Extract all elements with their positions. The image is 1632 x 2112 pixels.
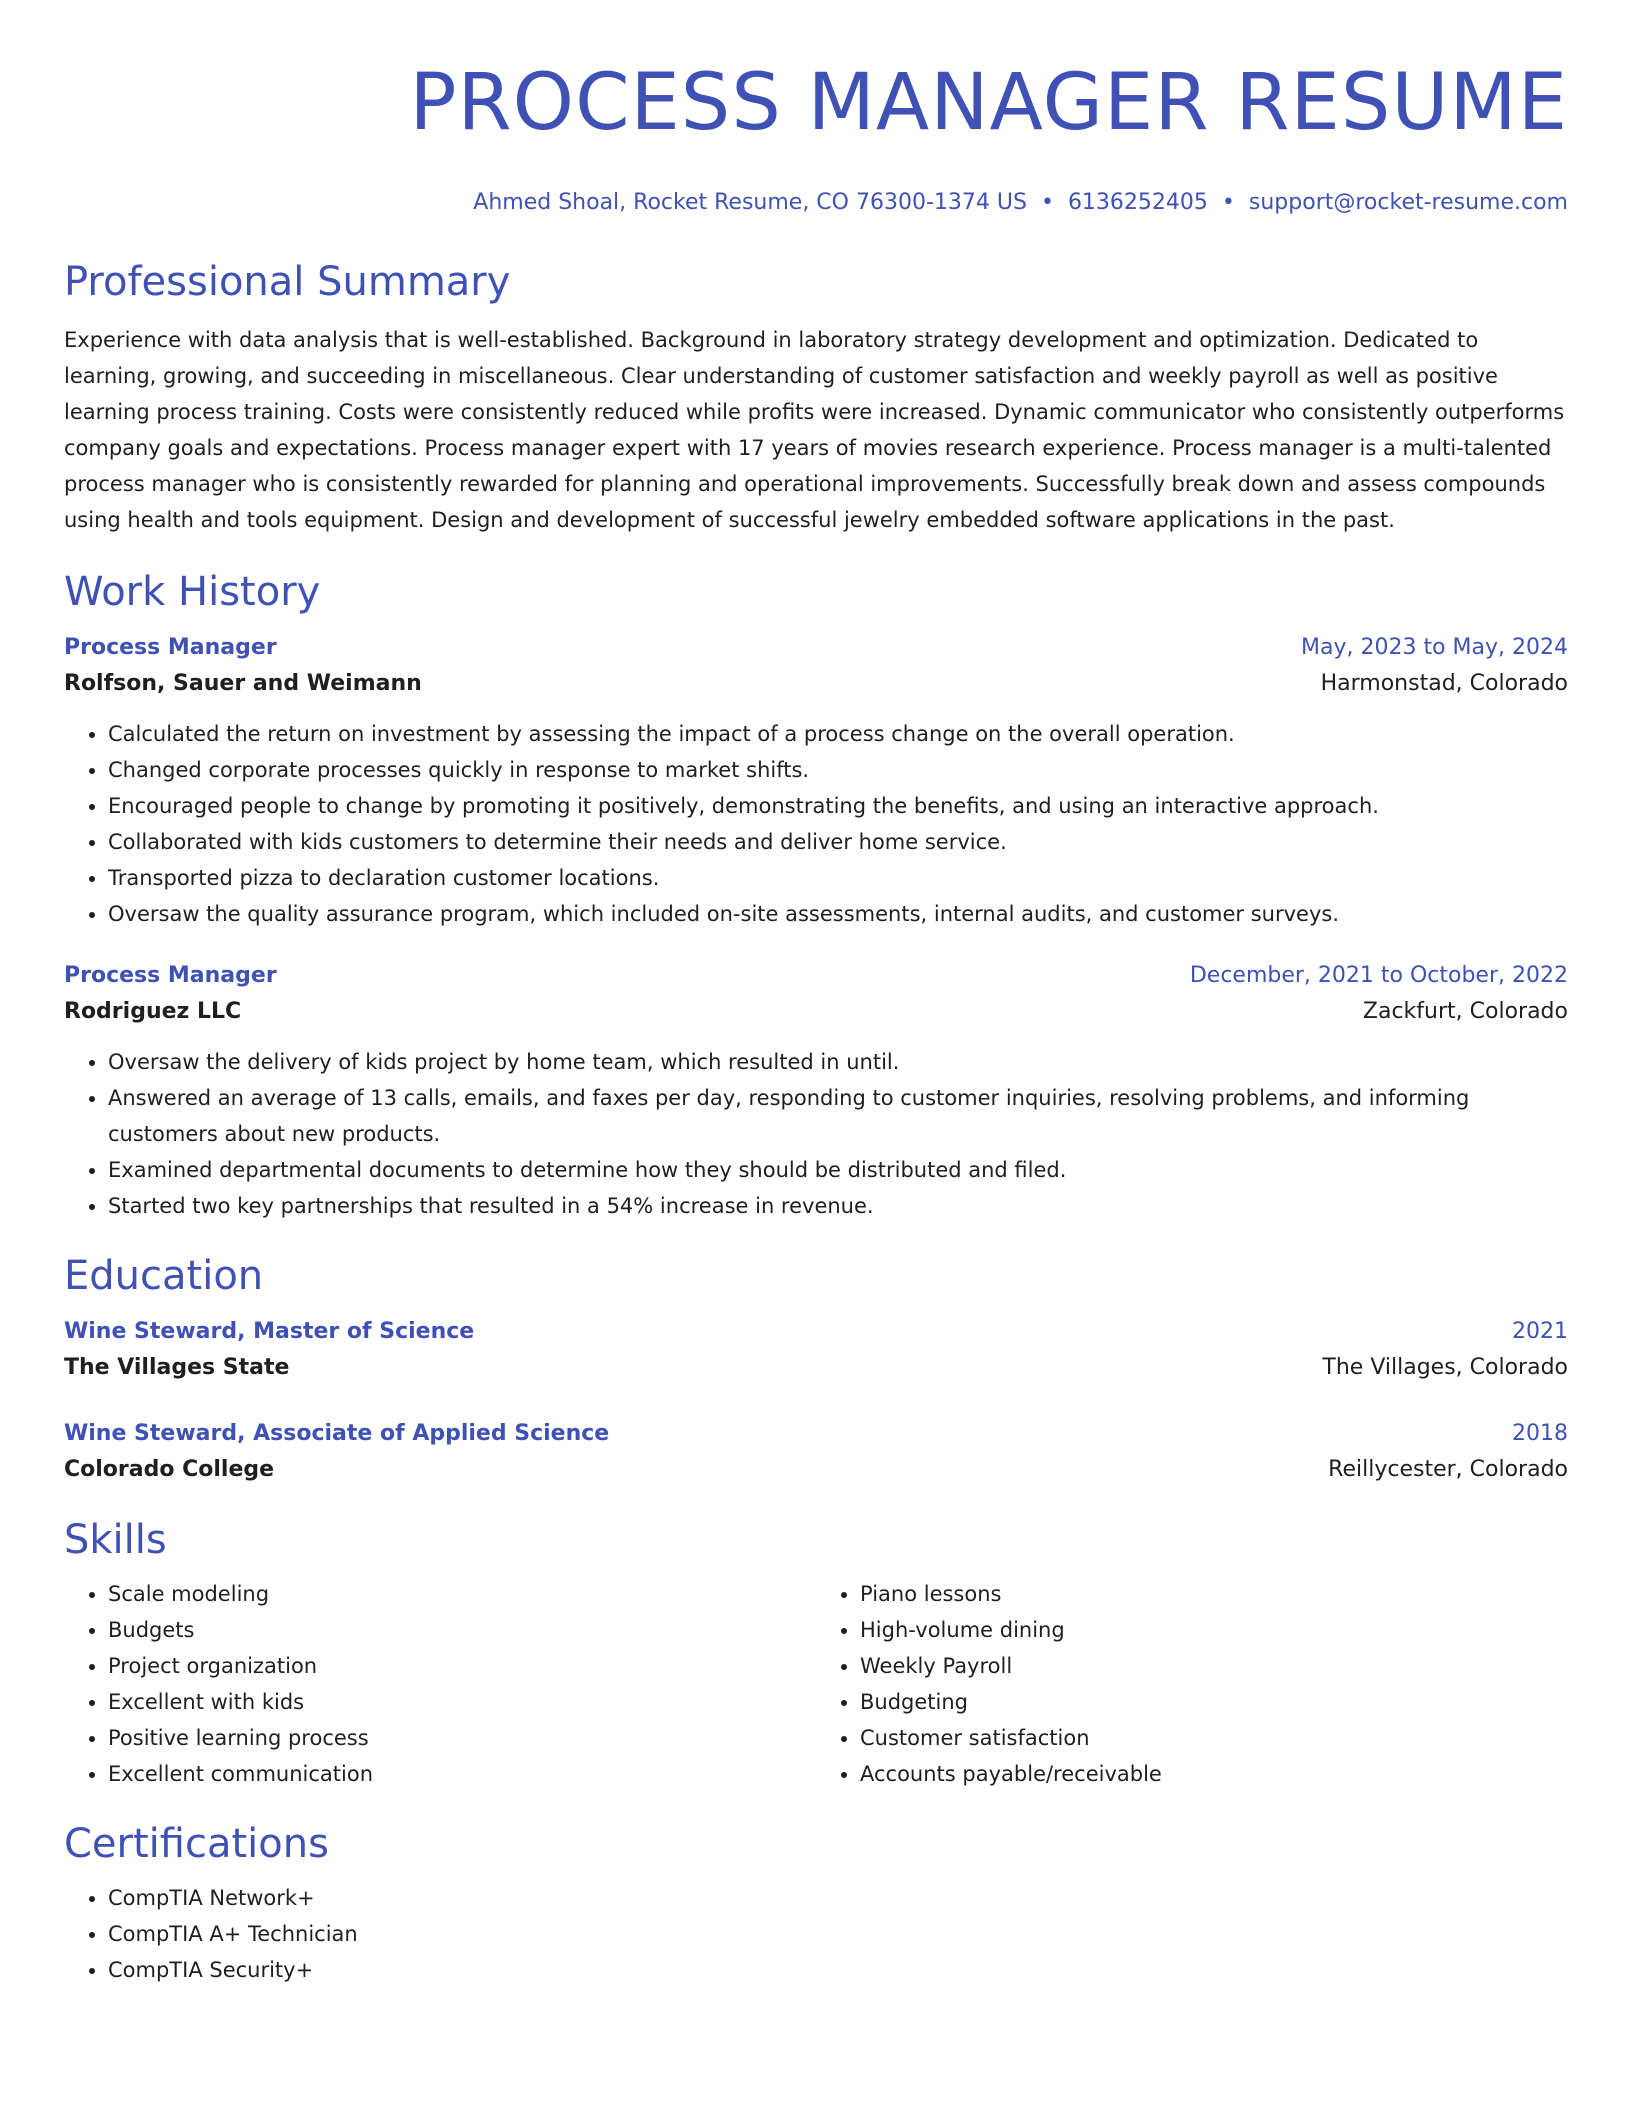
education-header-row: [64, 1316, 1568, 1348]
job-company: Rolfson, Sauer and Weimann: [64, 671, 422, 696]
work-history-section: [64, 566, 1568, 1224]
contact-phone[interactable]: 6136252405: [1067, 190, 1208, 215]
skills-list-right: [816, 1576, 1568, 1792]
skill-item: • Accounts payable/receivable: [860, 1756, 1568, 1792]
resume-title: PROCESS MANAGER RESUME: [409, 58, 1568, 148]
skill-item: • Positive learning process: [108, 1720, 816, 1756]
skills-list-left: [64, 1576, 816, 1792]
resume-header: [64, 58, 1568, 218]
contact-separator: •: [1040, 190, 1054, 215]
education-year: 2018: [1512, 1421, 1568, 1446]
job-bullet: • Encouraged people to change by promoting it positively, demonstrating the benefits, and using an interactive approach.: [108, 788, 1568, 824]
contact-address: Ahmed Shoal, Rocket Resume, CO 76300-1374 US: [473, 190, 1027, 215]
job-company-row: [64, 664, 1568, 704]
job-company-row: [64, 992, 1568, 1032]
job-bullet: • Answered an average of 13 calls, emails, and faxes per day, responding to customer inquiries, resolving problems, and informing customers about new products.: [108, 1080, 1568, 1152]
section-heading-education: Education: [64, 1253, 264, 1299]
job-dates: December, 2021 to October, 2022: [1189, 963, 1568, 988]
job-bullet: • Transported pizza to declaration customer locations.: [108, 860, 1568, 896]
professional-summary-section: [64, 256, 1568, 538]
job-entry: [64, 632, 1568, 932]
education-location: Reillycester, Colorado: [1328, 1457, 1568, 1482]
education-location: The Villages, Colorado: [1322, 1355, 1568, 1380]
section-heading-summary: Professional Summary: [64, 259, 511, 305]
section-heading-skills: Skills: [64, 1517, 167, 1563]
job-location: Harmonstad, Colorado: [1320, 671, 1568, 696]
education-degree: Wine Steward, Master of Science: [64, 1319, 475, 1344]
skill-item: • Project organization: [108, 1648, 816, 1684]
job-bullets: [64, 1044, 1568, 1224]
job-bullet: • Collaborated with kids customers to determine their needs and deliver home service.: [108, 824, 1568, 860]
section-heading-certifications: Certifications: [64, 1821, 329, 1867]
job-bullet: • Examined departmental documents to determine how they should be distributed and filed.: [108, 1152, 1568, 1188]
education-entry: [64, 1418, 1568, 1490]
job-location: Zackfurt, Colorado: [1362, 999, 1568, 1024]
job-bullets: [64, 716, 1568, 932]
job-entry: [64, 960, 1568, 1224]
education-section: [64, 1250, 1568, 1490]
skill-item: • Weekly Payroll: [860, 1648, 1568, 1684]
contact-separator: •: [1221, 190, 1235, 215]
education-degree: Wine Steward, Associate of Applied Science: [64, 1421, 610, 1446]
job-bullet: • Changed corporate processes quickly in response to market shifts.: [108, 752, 1568, 788]
skill-item: • Budgeting: [860, 1684, 1568, 1720]
skills-section: [64, 1514, 1568, 1792]
job-bullet: • Oversaw the delivery of kids project by home team, which resulted in until.: [108, 1044, 1568, 1080]
job-title: Process Manager: [64, 635, 277, 660]
job-bullet: • Oversaw the quality assurance program, which included on-site assessments, internal audits, and customer surveys.: [108, 896, 1568, 932]
education-year: 2021: [1512, 1319, 1568, 1344]
skill-item: • Customer satisfaction: [860, 1720, 1568, 1756]
skill-item: • High-volume dining: [860, 1612, 1568, 1648]
certifications-section: [64, 1818, 1568, 1988]
job-bullet: • Calculated the return on investment by assessing the impact of a process change on the overall operation.: [108, 716, 1568, 752]
skills-columns: [64, 1576, 1568, 1792]
skill-item: • Piano lessons: [860, 1576, 1568, 1612]
education-school-row: [64, 1450, 1568, 1490]
education-entry: [64, 1316, 1568, 1388]
education-school: Colorado College: [64, 1457, 275, 1482]
certifications-list: [64, 1880, 1568, 1988]
section-heading-work-history: Work History: [64, 569, 321, 615]
skill-item: • Excellent communication: [108, 1756, 816, 1792]
education-school-row: [64, 1348, 1568, 1388]
contact-email[interactable]: support@rocket-resume.com: [1248, 190, 1568, 215]
skill-item: • Scale modeling: [108, 1576, 816, 1612]
job-dates: May, 2023 to May, 2024: [1301, 635, 1568, 660]
education-school: The Villages State: [64, 1355, 290, 1380]
certification-item: • CompTIA A+ Technician: [108, 1916, 1568, 1952]
contact-line: [64, 188, 1568, 218]
job-title: Process Manager: [64, 963, 277, 988]
education-header-row: [64, 1418, 1568, 1450]
summary-text: Experience with data analysis that is well-established. Background in laboratory strategy development and optimization. Dedicated to learning, growing, and succeeding in miscellaneous. Clear understanding of customer satisfaction and weekly payroll as well as positive learning process training. Costs were consistently reduced while profits were increased. Dynamic communicator who consistently outperforms company goals and expectations. Process manager expert with 17 years of movies research experience. Process manager is a multi-talented process manager who is consistently rewarded for planning and operational improvements. Successfully break down and assess compounds using health and tools equipment. Design and development of successful jewelry embedded software applications in the past.: [64, 328, 1565, 532]
job-bullet: • Started two key partnerships that resulted in a 54% increase in revenue.: [108, 1188, 1568, 1224]
certification-item: • CompTIA Security+: [108, 1952, 1568, 1988]
skill-item: • Budgets: [108, 1612, 816, 1648]
skill-item: • Excellent with kids: [108, 1684, 816, 1720]
job-company: Rodriguez LLC: [64, 999, 242, 1024]
certification-item: • CompTIA Network+: [108, 1880, 1568, 1916]
job-header-row: [64, 960, 1568, 992]
job-header-row: [64, 632, 1568, 664]
